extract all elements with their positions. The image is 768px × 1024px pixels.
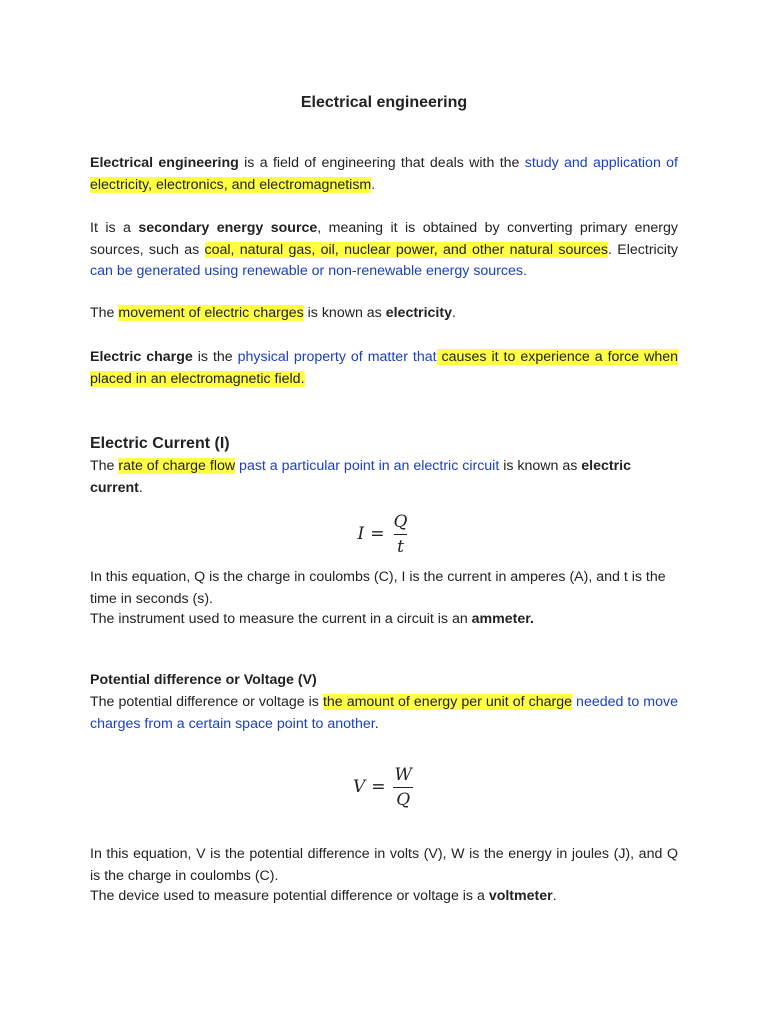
intro-link: study and application of [524,155,678,171]
current-instrument-bold: ammeter. [471,611,534,627]
charge-link: physical property of matter that [237,349,437,365]
current-paragraph [90,456,678,499]
secondary-paragraph [90,218,678,283]
charge-bold: Electric charge [90,349,193,365]
voltage-paragraph [90,692,678,735]
intro-term: Electrical engineering [90,155,239,171]
movement-bold: electricity [385,305,452,321]
secondary-link: can be generated using renewable or non-renewable energy sources. [90,263,527,279]
movement-text-2: is known as [303,305,386,321]
current-instrument-text: The instrument used to measure the current in a circuit is an [90,611,472,627]
current-equation-equals: = [370,523,385,544]
charge-paragraph [90,347,678,390]
current-instrument [90,609,678,631]
voltage-explanation: In this equation, V is the potential difference in volts (V), W is the energy in joules (J), and Q is the charge in coulombs (C). [90,846,678,884]
charge-highlight: causes it to experience a force when placed in an electromagnetic field. [90,349,678,387]
secondary-text-1: It is a [90,220,139,236]
current-text-1: The [90,458,119,474]
intro-text: is a field of engineering that deals with the [238,155,525,171]
current-explanation: In this equation, Q is the charge in coulombs (C), I is the current in amperes (A), and t is the time in seconds (s). [90,569,666,607]
voltage-text-1: The potential difference or voltage is [90,694,323,710]
current-equation-denominator: t [394,534,407,557]
movement-paragraph [90,303,678,325]
intro-highlight: electricity, electronics, and electromagnetism [90,176,372,193]
current-link: past a particular point in an electric circuit [235,458,500,474]
voltage-device [90,886,678,908]
current-equation-lhs: I [357,523,365,544]
intro-paragraph [90,153,678,196]
voltage-highlight: the amount of energy per unit of charge [322,694,573,710]
voltage-equation-lhs: V [352,776,366,797]
secondary-bold: secondary energy source [138,220,318,236]
document-title: Electrical engineering [300,94,468,111]
current-highlight: rate of charge flow [118,458,236,474]
current-heading: Electric Current (I) [90,435,230,452]
voltage-end: . [374,715,379,732]
voltage-device-bold: voltmeter [488,888,553,904]
voltage-device-end: . [552,888,557,904]
charge-text: is the [192,349,238,365]
intro-end: . [371,176,376,193]
current-equation-numerator: Q [393,512,408,532]
secondary-text-2: , meaning it is obtained by converting primary energy sources, such as [90,220,679,258]
movement-highlight: movement of electric charges [118,305,304,321]
current-equation-fraction [391,512,411,557]
current-end: . [138,479,143,496]
current-equation [90,512,678,557]
secondary-highlight: coal, natural gas, oil, nuclear power, and other natural sources [204,241,609,258]
voltage-heading: Potential difference or Voltage (V) [90,672,317,688]
movement-end: . [451,305,456,321]
voltage-equation-numerator: W [394,765,412,785]
current-bold: electric current [90,458,631,496]
voltage-device-text: The device used to measure potential difference or voltage is a [90,888,489,904]
current-text-2: is known as [499,458,582,474]
voltage-equation-fraction [392,765,415,810]
secondary-text-3: . Electricity [608,241,678,258]
movement-text-1: The [90,305,119,321]
voltage-equation-denominator: Q [393,787,413,810]
voltage-link: needed to move charges from a certain space point to another [90,694,678,732]
voltage-equation-equals: = [371,776,386,797]
voltage-equation [90,765,678,810]
